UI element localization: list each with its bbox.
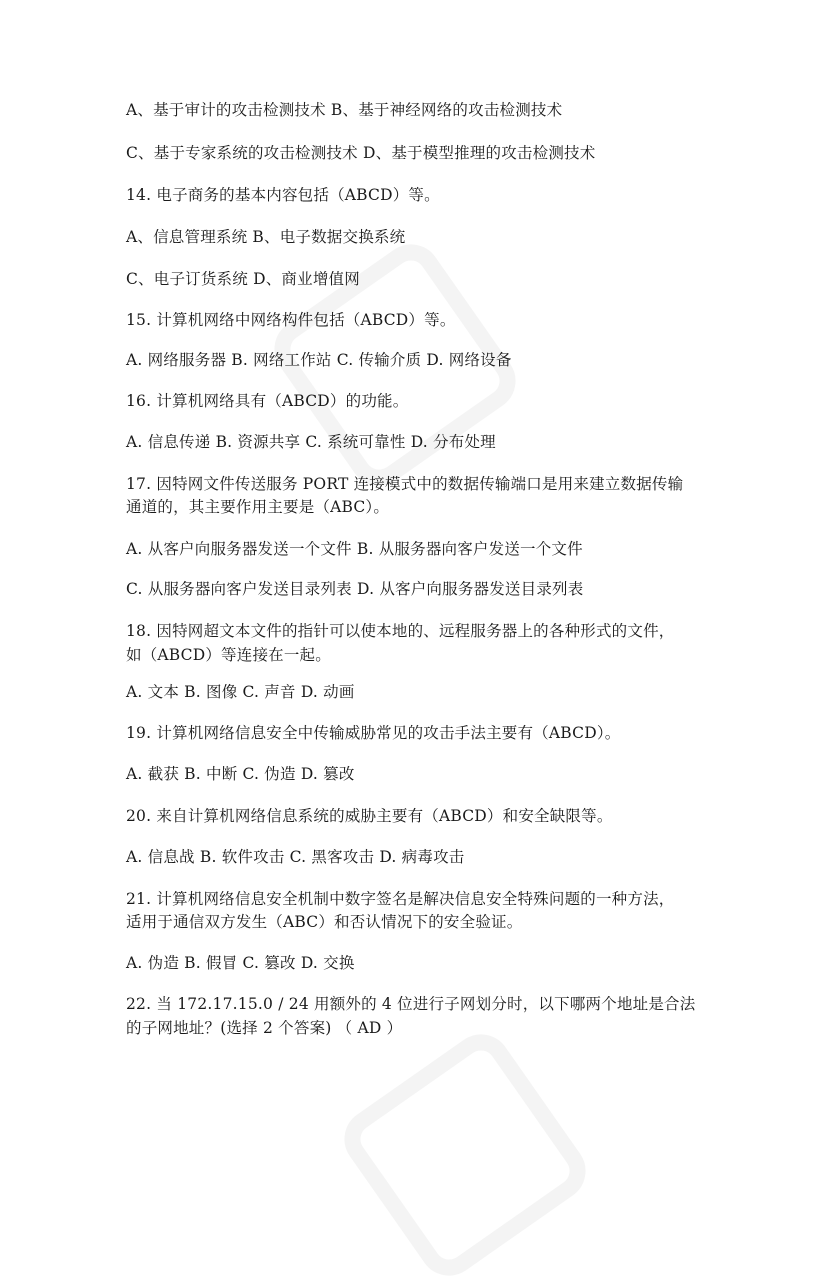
question-22-line-1: 22. 当 172.17.15.0 / 24 用额外的 4 位进行子网划分时，以下哪两个地址是合法 (126, 995, 696, 1013)
option-line-13ab: A、基于审计的攻击检测技术 B、基于神经网络的攻击检测技术 (126, 101, 563, 119)
options-18: A. 文本 B. 图像 C. 声音 D. 动画 (126, 683, 355, 701)
question-14: 14. 电子商务的基本内容包括（ABCD）等。 (126, 186, 440, 204)
question-17-line-2: 通道的，其主要作用主要是（ABC）。 (126, 498, 390, 516)
options-21: A. 伪造 B. 假冒 C. 篡改 D. 交换 (126, 954, 355, 972)
option-line-14cd: C、电子订货系统 D、商业增值网 (126, 270, 360, 288)
question-17-line-1: 17. 因特网文件传送服务 PORT 连接模式中的数据传输端口是用来建立数据传输 (126, 475, 684, 493)
option-line-17ab: A. 从客户向服务器发送一个文件 B. 从服务器向客户发送一个文件 (126, 540, 583, 558)
question-16: 16. 计算机网络具有（ABCD）的功能。 (126, 392, 409, 410)
question-22-line-2: 的子网地址？(选择 2 个答案) （ AD ） (126, 1019, 403, 1037)
option-line-14ab: A、信息管理系统 B、电子数据交换系统 (126, 228, 406, 246)
option-line-17cd: C. 从服务器向客户发送目录列表 D. 从客户向服务器发送目录列表 (126, 580, 584, 598)
question-15: 15. 计算机网络中网络构件包括（ABCD）等。 (126, 311, 456, 329)
options-19: A. 截获 B. 中断 C. 伪造 D. 篡改 (126, 765, 355, 783)
question-18-line-2: 如（ABCD）等连接在一起。 (126, 646, 331, 664)
options-16: A. 信息传递 B. 资源共享 C. 系统可靠性 D. 分布处理 (126, 433, 496, 451)
question-19: 19. 计算机网络信息安全中传输威胁常见的攻击手法主要有（ABCD）。 (126, 724, 621, 742)
options-15: A. 网络服务器 B. 网络工作站 C. 传输介质 D. 网络设备 (126, 351, 512, 369)
question-18-line-1: 18. 因特网超文本文件的指针可以使本地的、远程服务器上的各种形式的文件， (126, 622, 675, 640)
options-20: A. 信息战 B. 软件攻击 C. 黑客攻击 D. 病毒攻击 (126, 848, 465, 866)
question-21-line-1: 21. 计算机网络信息安全机制中数字签名是解决信息安全特殊问题的一种方法， (126, 890, 675, 908)
watermark-logo (370, 1060, 560, 1250)
option-line-13cd: C、基于专家系统的攻击检测技术 D、基于模型推理的攻击检测技术 (126, 144, 596, 162)
question-20: 20. 来自计算机网络信息系统的威胁主要有（ABCD）和安全缺限等。 (126, 807, 613, 825)
question-21-line-2: 适用于通信双方发生（ABC）和否认情况下的安全验证。 (126, 913, 523, 931)
